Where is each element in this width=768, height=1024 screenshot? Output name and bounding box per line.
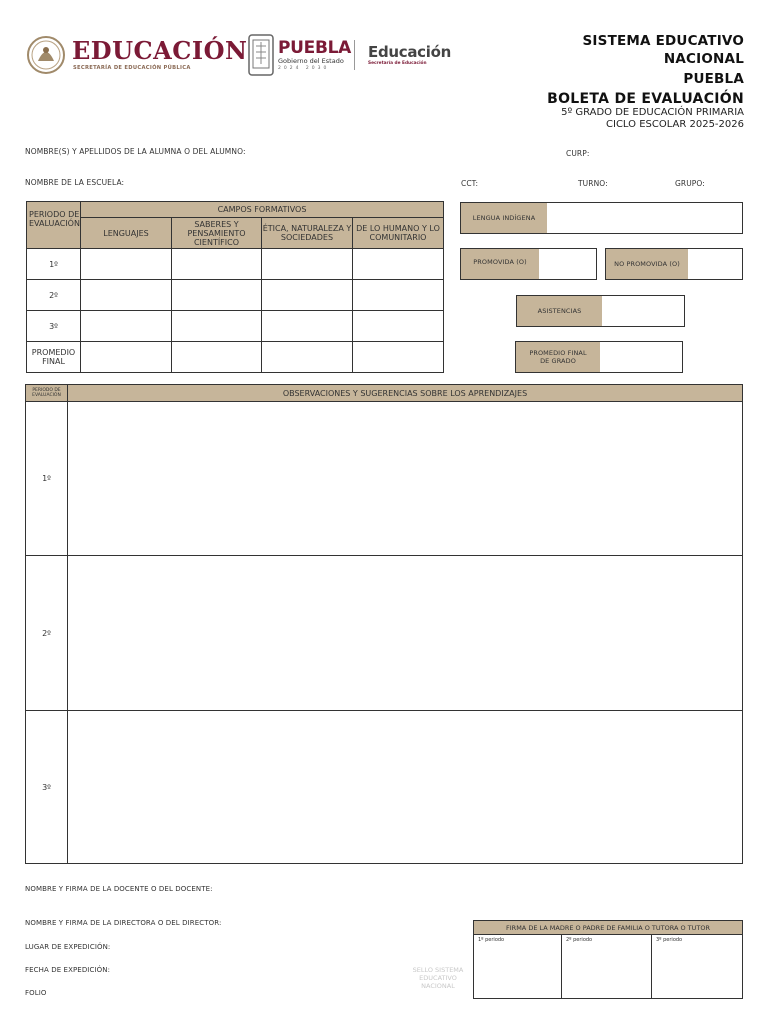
folio-label: FOLIO: [25, 989, 47, 997]
grade-cell[interactable]: [81, 342, 172, 373]
attendance-label: ASISTENCIAS: [517, 296, 602, 326]
student-name-label: NOMBRE(S) Y APELLIDOS DE LA ALUMNA O DEL ALUMNO:: [25, 147, 246, 156]
puebla-logo-years: 2024 2030: [278, 66, 330, 71]
grade-cell[interactable]: [262, 249, 353, 280]
observation-period-label: 3º: [26, 711, 68, 864]
state-education-logo-word: Educación: [368, 43, 451, 61]
column-header-saberes: SABERES Y PENSAMIENTO CIENTÍFICO: [172, 218, 262, 249]
observation-period-label: 2º: [26, 556, 68, 711]
grades-table: [26, 201, 444, 373]
period-row-label: 2º: [27, 280, 81, 311]
place-of-issue-label: LUGAR DE EXPEDICIÓN:: [25, 943, 111, 951]
system-line2: NACIONAL: [663, 51, 744, 67]
final-grade-average-label: PROMEDIO FINAL DE GRADO: [516, 342, 600, 372]
mexico-seal-icon: [26, 33, 66, 77]
turno-label: TURNO:: [578, 179, 608, 188]
state-education-logo-subtitle: Secretaría de Educación: [368, 61, 427, 66]
document-title: BOLETA DE EVALUACIÓN: [547, 91, 744, 107]
column-header-humano: DE LO HUMANO Y LO COMUNITARIO: [353, 218, 444, 249]
indigenous-language-label: LENGUA INDÍGENA: [461, 203, 547, 233]
grade-cell[interactable]: [172, 342, 262, 373]
logo-divider: [354, 40, 355, 70]
state-name: PUEBLA: [683, 71, 744, 87]
promovida-label: PROMOVIDA (O): [461, 249, 539, 279]
grade-cell[interactable]: [81, 249, 172, 280]
observations-period-header: PERIODO DE EVALUACIÓN: [26, 385, 68, 402]
grade-cell[interactable]: [172, 311, 262, 342]
grade-cell[interactable]: [262, 311, 353, 342]
period-row-label: 3º: [27, 311, 81, 342]
signature-period-label: 2º periodo: [566, 937, 593, 943]
grade-cell[interactable]: [262, 280, 353, 311]
sep-logo-subtitle: SECRETARÍA DE EDUCACIÓN PÚBLICA: [73, 65, 191, 71]
observations-header: OBSERVACIONES Y SUGERENCIAS SOBRE LOS APRENDIZAJES: [68, 385, 743, 402]
grade-cell[interactable]: [353, 342, 444, 373]
cct-label: CCT:: [461, 179, 479, 188]
director-signature-label: NOMBRE Y FIRMA DE LA DIRECTORA O DEL DIRECTOR:: [25, 919, 222, 927]
column-header-lenguajes: LENGUAJES: [81, 218, 172, 249]
signature-period-3[interactable]: [652, 935, 743, 999]
campos-formativos-header: CAMPOS FORMATIVOS: [81, 202, 444, 218]
final-average-row-label: PROMEDIO FINAL: [27, 342, 81, 373]
parent-signature-header: FIRMA DE LA MADRE O PADRE DE FAMILIA O TUTORA O TUTOR: [474, 921, 743, 935]
observation-text-area[interactable]: [68, 556, 743, 711]
period-header: PERIODO DE EVALUACIÓN: [27, 202, 81, 249]
observations-table: [25, 384, 743, 864]
puebla-crest-icon: [248, 34, 274, 76]
signature-period-label: 3º periodo: [656, 937, 683, 943]
school-name-label: NOMBRE DE LA ESCUELA:: [25, 178, 125, 187]
school-cycle: CICLO ESCOLAR 2025-2026: [606, 119, 744, 130]
signature-period-1[interactable]: [474, 935, 562, 999]
grade-cell[interactable]: [81, 280, 172, 311]
teacher-signature-label: NOMBRE Y FIRMA DE LA DOCENTE O DEL DOCENTE:: [25, 885, 213, 893]
puebla-logo-subtitle: Gobierno del Estado: [278, 57, 344, 65]
grade-cell[interactable]: [262, 342, 353, 373]
system-line1: SISTEMA EDUCATIVO: [582, 33, 744, 49]
column-header-etica: ÉTICA, NATURALEZA Y SOCIEDADES: [262, 218, 353, 249]
grade-cell[interactable]: [353, 311, 444, 342]
observation-period-label: 1º: [26, 402, 68, 556]
official-seal-placeholder: SELLO SISTEMA EDUCATIVO NACIONAL: [412, 966, 464, 990]
signature-period-label: 1º periodo: [478, 937, 505, 943]
sep-logo-word: EDUCACIÓN: [72, 36, 248, 65]
indigenous-language-field[interactable]: [460, 202, 743, 234]
period-row-label: 1º: [27, 249, 81, 280]
final-grade-average-field[interactable]: [515, 341, 683, 373]
grade-cell[interactable]: [353, 280, 444, 311]
document-header: [547, 32, 744, 131]
grupo-label: GRUPO:: [675, 179, 705, 188]
no-promovida-field[interactable]: [605, 248, 743, 280]
grade-cell[interactable]: [353, 249, 444, 280]
grade-cell[interactable]: [172, 249, 262, 280]
observation-text-area[interactable]: [68, 402, 743, 556]
parent-signature-table: [473, 920, 743, 999]
no-promovida-label: NO PROMOVIDA (O): [606, 249, 688, 279]
promovida-field[interactable]: [460, 248, 597, 280]
signature-period-2[interactable]: [562, 935, 652, 999]
grade-level: 5º GRADO DE EDUCACIÓN PRIMARIA: [561, 107, 744, 118]
grade-cell[interactable]: [81, 311, 172, 342]
curp-label: CURP:: [566, 149, 590, 158]
attendance-field[interactable]: [516, 295, 685, 327]
grade-cell[interactable]: [172, 280, 262, 311]
date-of-issue-label: FECHA DE EXPEDICIÓN:: [25, 966, 111, 974]
observation-text-area[interactable]: [68, 711, 743, 864]
puebla-logo-word: PUEBLA: [278, 38, 352, 58]
